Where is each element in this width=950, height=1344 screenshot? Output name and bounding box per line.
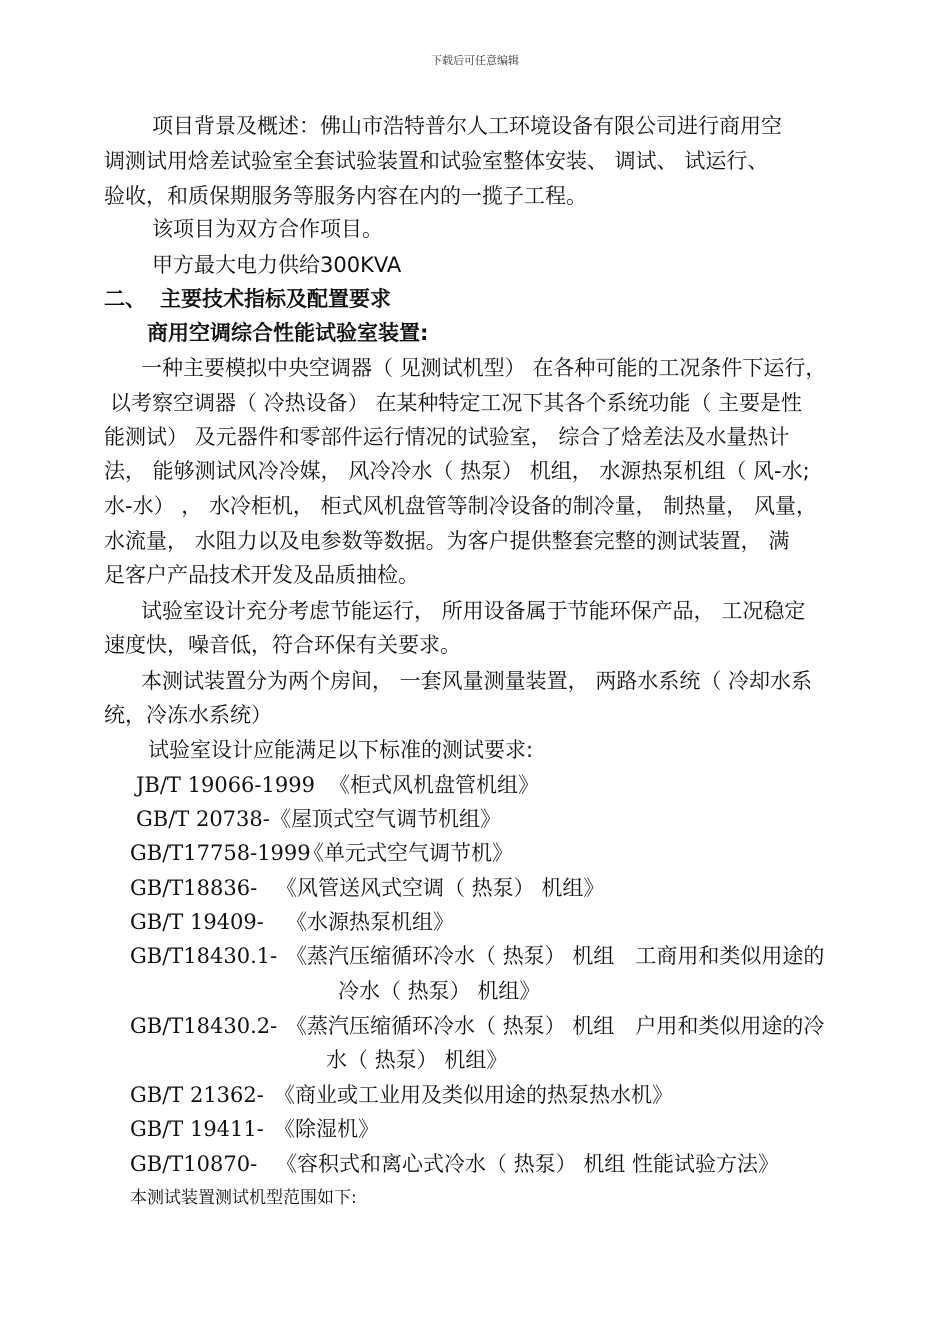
standard-name: 《风管送风式空调（ 热泵） 机组》 xyxy=(276,876,605,900)
standard-name: 《商业或工业用及类似用途的热泵热水机》 xyxy=(274,1083,673,1107)
standard-name: 《容积式和离心式冷水（ 热泵） 机组 性能试验方法》 xyxy=(276,1152,780,1176)
standard-name: 《水源热泵机组》 xyxy=(286,910,454,934)
standard-code: GB/T18836- xyxy=(130,876,258,900)
standard-name: 《除湿机》 xyxy=(274,1117,379,1141)
standard-name: 《柜式风机盘管机组》 xyxy=(329,773,539,797)
para-rooms-line-2: 统，冷冻水系统） xyxy=(104,703,272,727)
standard-code: GB/T 19411- xyxy=(130,1117,264,1141)
standard-code: GB/T 20738- xyxy=(136,807,270,831)
standard-name: 《屋顶式空气调节机组》 xyxy=(270,807,501,831)
models-range-intro: 本测试装置测试机型范围如下: xyxy=(130,1188,357,1208)
standard-code: GB/T18430.2- xyxy=(130,1014,278,1038)
standard-name: 《蒸汽压缩循环冷水（ 热泵） 机组 工商用和类似用途的 xyxy=(286,944,825,968)
para-energy-line-2: 速度快，噪音低，符合环保有关要求。 xyxy=(104,633,461,657)
para-cooperation: 该项目为双方合作项目。 xyxy=(152,217,383,241)
subtitle: 商用空调综合性能试验室装置: xyxy=(147,321,429,345)
para-desc-line-1: 一种主要模拟中央空调器（ 见测试机型） 在各种可能的工况条件下运行， xyxy=(141,356,827,380)
standard-name: 《单元式空气调节机》 xyxy=(303,841,513,865)
para-background-line-1: 项目背景及概述：佛山市浩特普尔人工环境设备有限公司进行商用空 xyxy=(152,114,782,138)
standard-name-continuation: 冷水（ 热泵） 机组》 xyxy=(338,979,541,1003)
standard-code: GB/T10870- xyxy=(130,1152,258,1176)
para-background-line-3: 验收，和质保期服务等服务内容在内的一揽子工程。 xyxy=(104,184,587,208)
standards-intro: 试验室设计应能满足以下标准的测试要求: xyxy=(148,738,534,762)
standard-code: GB/T17758-1999 xyxy=(130,841,311,865)
para-desc-line-5: 水-水） ， 水冷柜机， 柜式风机盘管等制冷设备的制冷量， 制热量， 风量， xyxy=(104,494,817,518)
standard-code: GB/T 21362- xyxy=(130,1083,264,1107)
para-desc-line-7: 足客户产品技术开发及品质抽检。 xyxy=(104,563,419,587)
para-desc-line-6: 水流量， 水阻力以及电参数等数据。为客户提供整套完整的测试装置， 满 xyxy=(104,529,790,553)
standard-name: 《蒸汽压缩循环冷水（ 热泵） 机组 户用和类似用途的冷 xyxy=(286,1014,825,1038)
standard-code: JB/T 19066-1999 xyxy=(136,773,315,797)
standard-code: GB/T 19409- xyxy=(130,910,264,934)
para-energy-line-1: 试验室设计充分考虑节能运行， 所用设备属于节能环保产品， 工况稳定 xyxy=(141,599,806,623)
para-desc-line-2: 以考察空调器（ 冷热设备） 在某种特定工况下其各个系统功能（ 主要是性 xyxy=(110,391,803,415)
page-header: 下载后可任意编辑 xyxy=(431,54,519,67)
para-rooms-line-1: 本测试装置分为两个房间， 一套风量测量装置， 两路水系统（ 冷却水系 xyxy=(141,669,813,693)
standard-code: GB/T18430.1- xyxy=(130,944,278,968)
para-desc-line-3: 能测试） 及元器件和零部件运行情况的试验室， 综合了焓差法及水量热计 xyxy=(104,425,790,449)
standard-name-continuation: 水（ 热泵） 机组》 xyxy=(326,1048,508,1072)
section-title: 主要技术指标及配置要求 xyxy=(160,287,391,311)
para-power-supply: 甲方最大电力供给300KVA xyxy=(152,253,402,277)
para-desc-line-4: 法， 能够测试风冷冷媒， 风冷冷水（ 热泵） 机组， 水源热泵机组（ 风-水; xyxy=(104,459,810,483)
section-number: 二、 xyxy=(104,287,146,311)
para-background-line-2: 调测试用焓差试验室全套试验装置和试验室整体安装、 调试、 试运行、 xyxy=(104,149,769,173)
